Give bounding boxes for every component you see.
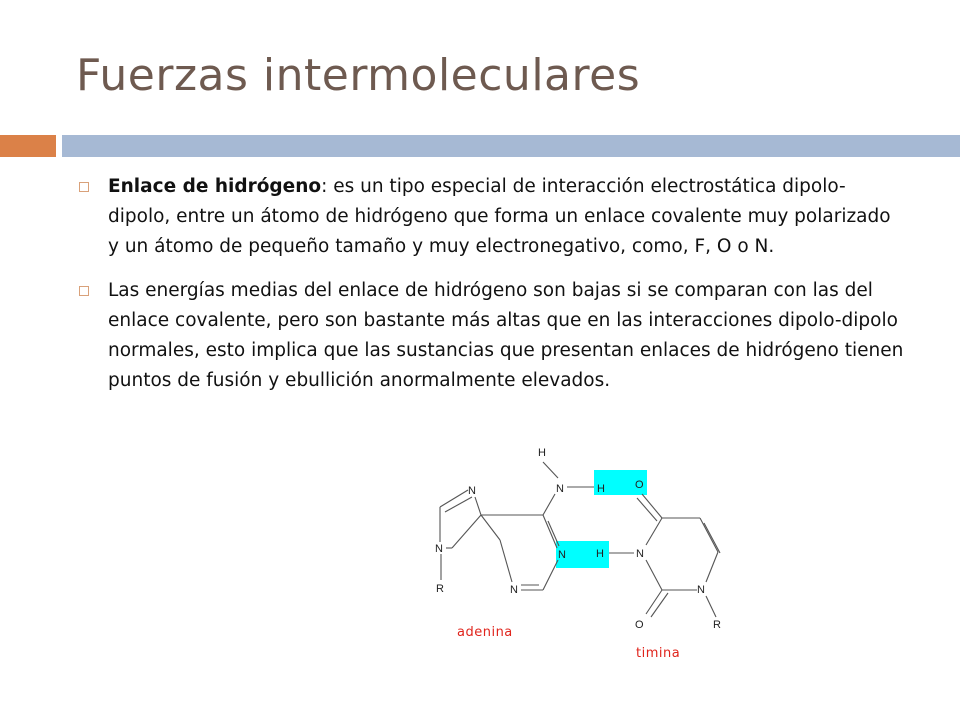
bullet-text: es un tipo especial de interacción electrostática dipolo-dipolo, entre un átomo de hidrógeno que forma un enlace covalente muy polarizado y un átomo de pequeño tamaño y muy electronegativo, como, F, O o N. [108, 176, 891, 257]
atom-label: N [468, 485, 476, 497]
atom-label: N [636, 548, 644, 560]
bullet-separator: : [321, 176, 334, 197]
atom-label: R [436, 583, 444, 595]
bullet-bold-term: Enlace de hidrógeno [108, 176, 322, 197]
atom-label: N [556, 483, 564, 495]
atom-label: O [635, 479, 644, 491]
atom-label: N [697, 584, 705, 596]
atom-label: H [538, 447, 546, 459]
atom-label: H [596, 548, 604, 560]
atom-label: R [713, 619, 721, 631]
atom-labels [435, 447, 721, 631]
bond-lines [440, 462, 720, 617]
atom-label: N [558, 549, 566, 561]
thymine-label: timina [636, 646, 681, 661]
atom-label: H [597, 483, 605, 495]
atom-label: O [635, 619, 644, 631]
atom-label: N [435, 543, 443, 555]
bullet-text: Las energías medias del enlace de hidrógeno son bajas si se comparan con las del enlace covalente, pero son bastante más altas que en las interacciones dipolo-dipolo normales, esto implica que las sustancias que presentan enlaces de hidrógeno tienen puntos de fusión y ebullición anormalmente elevados. [108, 280, 904, 391]
slide-title: Fuerzas intermoleculares [76, 50, 641, 101]
adenine-label: adenina [457, 625, 513, 640]
atom-label: N [510, 584, 518, 596]
